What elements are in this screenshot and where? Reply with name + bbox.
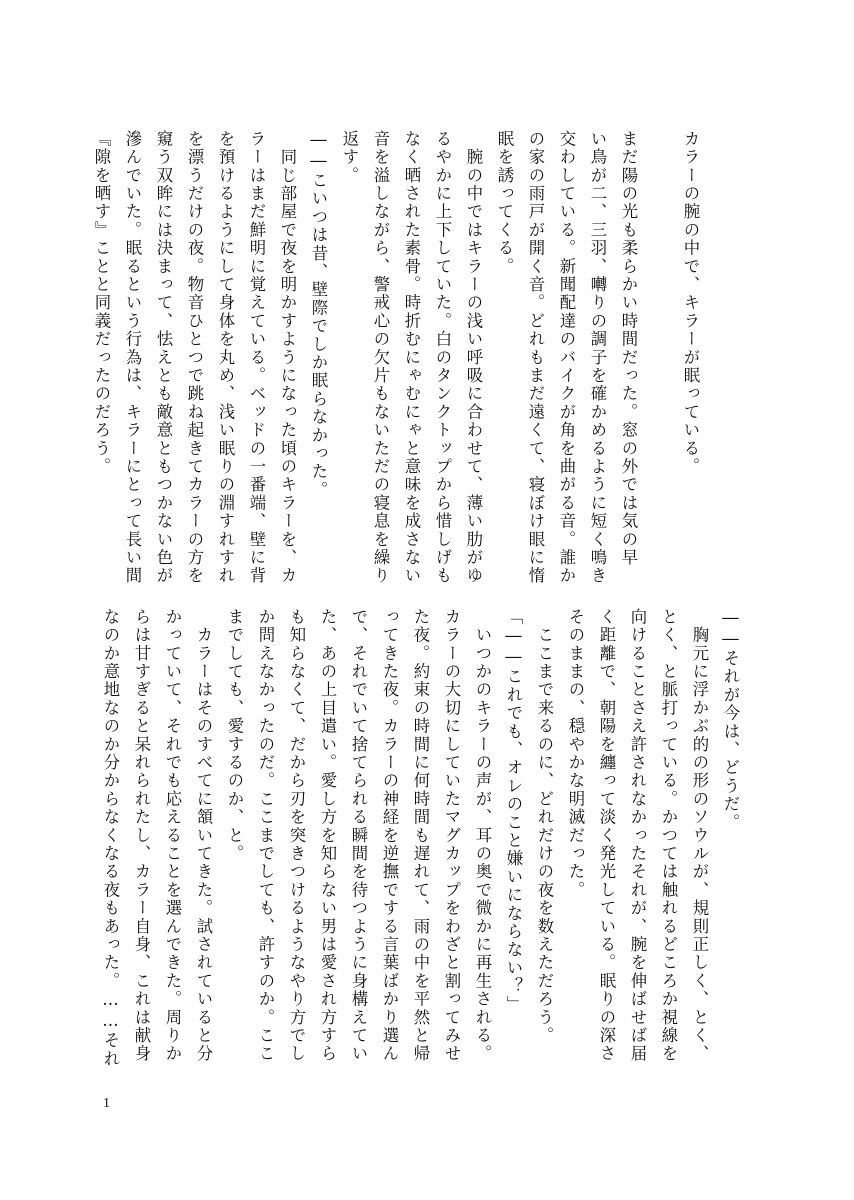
text-line: るやかに上下していた。白のタンクトップから惜しげも [433, 130, 452, 585]
text-line: カラーの腕の中で、キラーが眠っている。 [681, 130, 700, 476]
text-line: で、それでいて捨てられる瞬間を待つように身構えてい [349, 608, 368, 1063]
text-line: カラーはそのすべてに頷いてきた。試されていると分 [194, 608, 213, 1063]
text-line: ラーはまだ鮮明に覚えている。ベッドの一番端、壁に背 [247, 130, 266, 585]
text-line: までしても、愛するのか、と。 [225, 608, 244, 863]
text-line: 返す。 [340, 130, 359, 185]
text-line: 眠を誘ってくる。 [495, 130, 514, 276]
text-line: 『隙を晒す』ことと同義だったのだろう。 [92, 130, 111, 476]
text-line: ――こいつは昔、壁際でしか眠らなかった。 [309, 130, 328, 500]
page-number: 1 [103, 1096, 110, 1111]
text-line: なのか意地なのか分からなくなる夜もあった。……それ [101, 608, 120, 1069]
text-line: 「――これでも、オレのこと嫌いにならない？」 [504, 608, 523, 1014]
text-line: ってきた夜。カラーの神経を逆撫でする言葉ばかり選ん [380, 608, 399, 1063]
text-line: 滲んでいた。眠るという行為は、キラーにとって長い間 [123, 130, 142, 585]
text-line: いつかのキラーの声が、耳の奥で微かに再生される。 [473, 608, 492, 1063]
text-line: 腕の中ではキラーの浅い呼吸に合わせて、薄い肋がゆ [464, 130, 483, 585]
text-line: かっていて、それでも応えることを選んできた。周りか [163, 608, 182, 1063]
text-line [644, 130, 675, 610]
text-line: く距離で、朝陽を纏って淡く発光している。眠りの深さ [597, 608, 616, 1063]
text-line: 胸元に浮かぶ的の形のソウルが、規則正しく、とく、 [690, 608, 709, 1063]
text-line: 向けることさえ許されなかったそれが、腕を伸ばせば届 [628, 608, 647, 1063]
text-line: ここまで来るのに、どれだけの夜を数えただろう。 [535, 608, 554, 1045]
text-line: か問えなかったのだ。ここまでしても、許すのか。ここ [256, 608, 275, 1063]
text-line: を預けるようにして身体を丸め、浅い眠りの淵すれすれ [216, 130, 235, 585]
text-line: た夜。約束の時間に何時間も遅れて、雨の中を平然と帰 [411, 608, 430, 1063]
text-line: 交わしている。新聞配達のバイクが角を曲がる音。誰か [557, 130, 576, 585]
text-line: らは甘すぎると呆れられたし、カラー自身、これは献身 [132, 608, 151, 1063]
text-line: 窺う双眸には決まって、怯えとも敵意ともつかない色が [154, 130, 173, 585]
text-line: とく、と脈打っている。かつては触れるどころか視線を [659, 608, 678, 1063]
text-line: い鳥が二、三羽、囀りの調子を確かめるように短く鳴き [588, 130, 607, 585]
text-line: なく晒された素骨。時折むにゃむにゃと意味を成さない [402, 130, 421, 585]
text-line: カラーの大切にしていたマグカップをわざと割ってみせ [442, 608, 461, 1063]
text-line: そのままの、穏やかな明滅だった。 [566, 608, 585, 900]
text-block-upper [92, 130, 706, 610]
text-line: ――それが今は、どうだ。 [721, 608, 740, 832]
text-block-lower [96, 608, 746, 1068]
text-line: の家の雨戸が開く音。どれもまだ遠くて、寝ぼけ眼に惰 [526, 130, 545, 585]
text-line: 音を溢しながら、警戒心の欠片もないただの寝息を繰り [371, 130, 390, 585]
text-line: まだ陽の光も柔らかい時間だった。窓の外では気の早 [619, 130, 638, 567]
text-line: 同じ部屋で夜を明かすようになった頃のキラーを、カ [278, 130, 297, 585]
text-line: た、あの上目遣い。愛し方を知らない男は愛され方すら [318, 608, 337, 1063]
text-line: も知らなくて、だから刃を突きつけるようなやり方でし [287, 608, 306, 1063]
text-line: を漂うだけの夜。物音ひとつで跳ね起きてカラーの方を [185, 130, 204, 585]
